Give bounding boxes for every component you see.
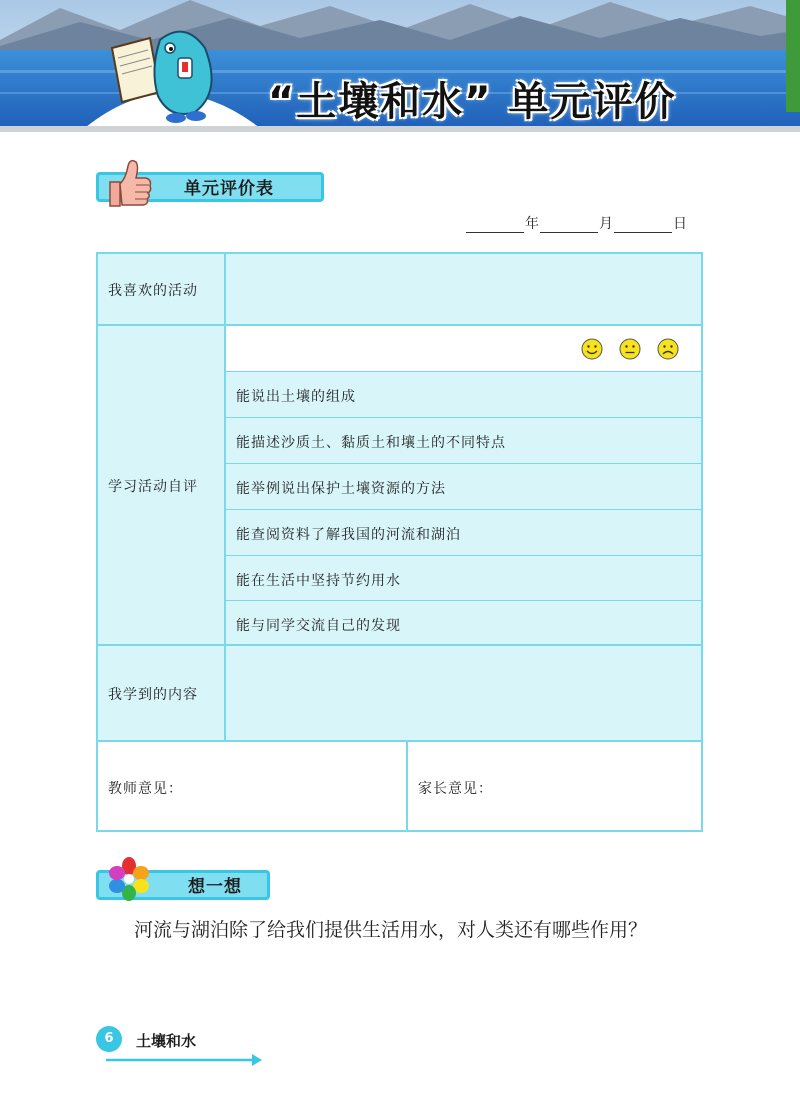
self-eval-item-text: 能在生活中坚持节约用水 xyxy=(236,573,401,589)
self-eval-item-row xyxy=(226,510,701,556)
happy-face-icon[interactable] xyxy=(581,338,603,360)
page-footer xyxy=(96,1024,266,1068)
favorite-label: 我喜欢的活动 xyxy=(108,283,198,299)
self-eval-item-text: 能举例说出保护土壤资源的方法 xyxy=(236,481,446,497)
favorite-answer-cell[interactable] xyxy=(226,254,701,326)
self-eval-item-text: 能查阅资料了解我国的河流和湖泊 xyxy=(236,527,461,543)
parent-comment-label: 家长意见： xyxy=(418,781,493,797)
self-eval-item-row xyxy=(226,556,701,601)
favorite-label-cell xyxy=(98,254,226,326)
year-label: 年 xyxy=(525,216,539,232)
self-eval-item-row xyxy=(226,418,701,464)
section-title: 想一想 xyxy=(188,877,242,897)
teacher-comment-cell[interactable] xyxy=(98,742,408,830)
parent-comment-cell[interactable] xyxy=(408,742,701,830)
faces-row xyxy=(226,326,701,372)
self-eval-item-text: 能说出土壤的组成 xyxy=(236,389,356,405)
learned-label-cell xyxy=(98,646,226,742)
arrow-icon xyxy=(106,1052,262,1066)
self-eval-item-row xyxy=(226,601,701,646)
year-blank[interactable] xyxy=(466,217,524,233)
flower-icon xyxy=(106,856,152,902)
section-header-evaluation xyxy=(96,168,326,208)
page-title: “土壤和水” 单元评价 xyxy=(268,79,677,125)
unit-name: 土壤和水 xyxy=(136,1032,197,1050)
neutral-face-icon[interactable] xyxy=(619,338,641,360)
self-eval-label-cell xyxy=(98,326,226,646)
page-number: 6 xyxy=(96,1026,122,1052)
day-blank[interactable] xyxy=(614,217,672,233)
banner-divider xyxy=(0,126,800,132)
question-text: 河流与湖泊除了给我们提供生活用水，对人类还有哪些作用？ xyxy=(134,919,648,941)
date-fill-line xyxy=(466,213,698,235)
evaluation-table xyxy=(96,252,703,832)
sad-face-icon[interactable] xyxy=(657,338,679,360)
self-eval-label: 学习活动自评 xyxy=(108,479,198,495)
header-banner xyxy=(0,0,800,132)
section-header-think xyxy=(96,866,276,906)
self-eval-item-row xyxy=(226,372,701,418)
learned-answer-cell[interactable] xyxy=(226,646,701,742)
learned-label: 我学到的内容 xyxy=(108,687,198,703)
month-label: 月 xyxy=(599,216,613,232)
month-blank[interactable] xyxy=(540,217,598,233)
thumbs-up-icon xyxy=(102,156,154,210)
section-title: 单元评价表 xyxy=(184,179,274,199)
self-eval-item-text: 能描述沙质土、黏质土和壤土的不同特点 xyxy=(236,435,506,451)
self-eval-item-row xyxy=(226,464,701,510)
self-eval-item-text: 能与同学交流自己的发现 xyxy=(236,618,401,634)
teacher-comment-label: 教师意见： xyxy=(108,781,183,797)
day-label: 日 xyxy=(673,216,687,232)
